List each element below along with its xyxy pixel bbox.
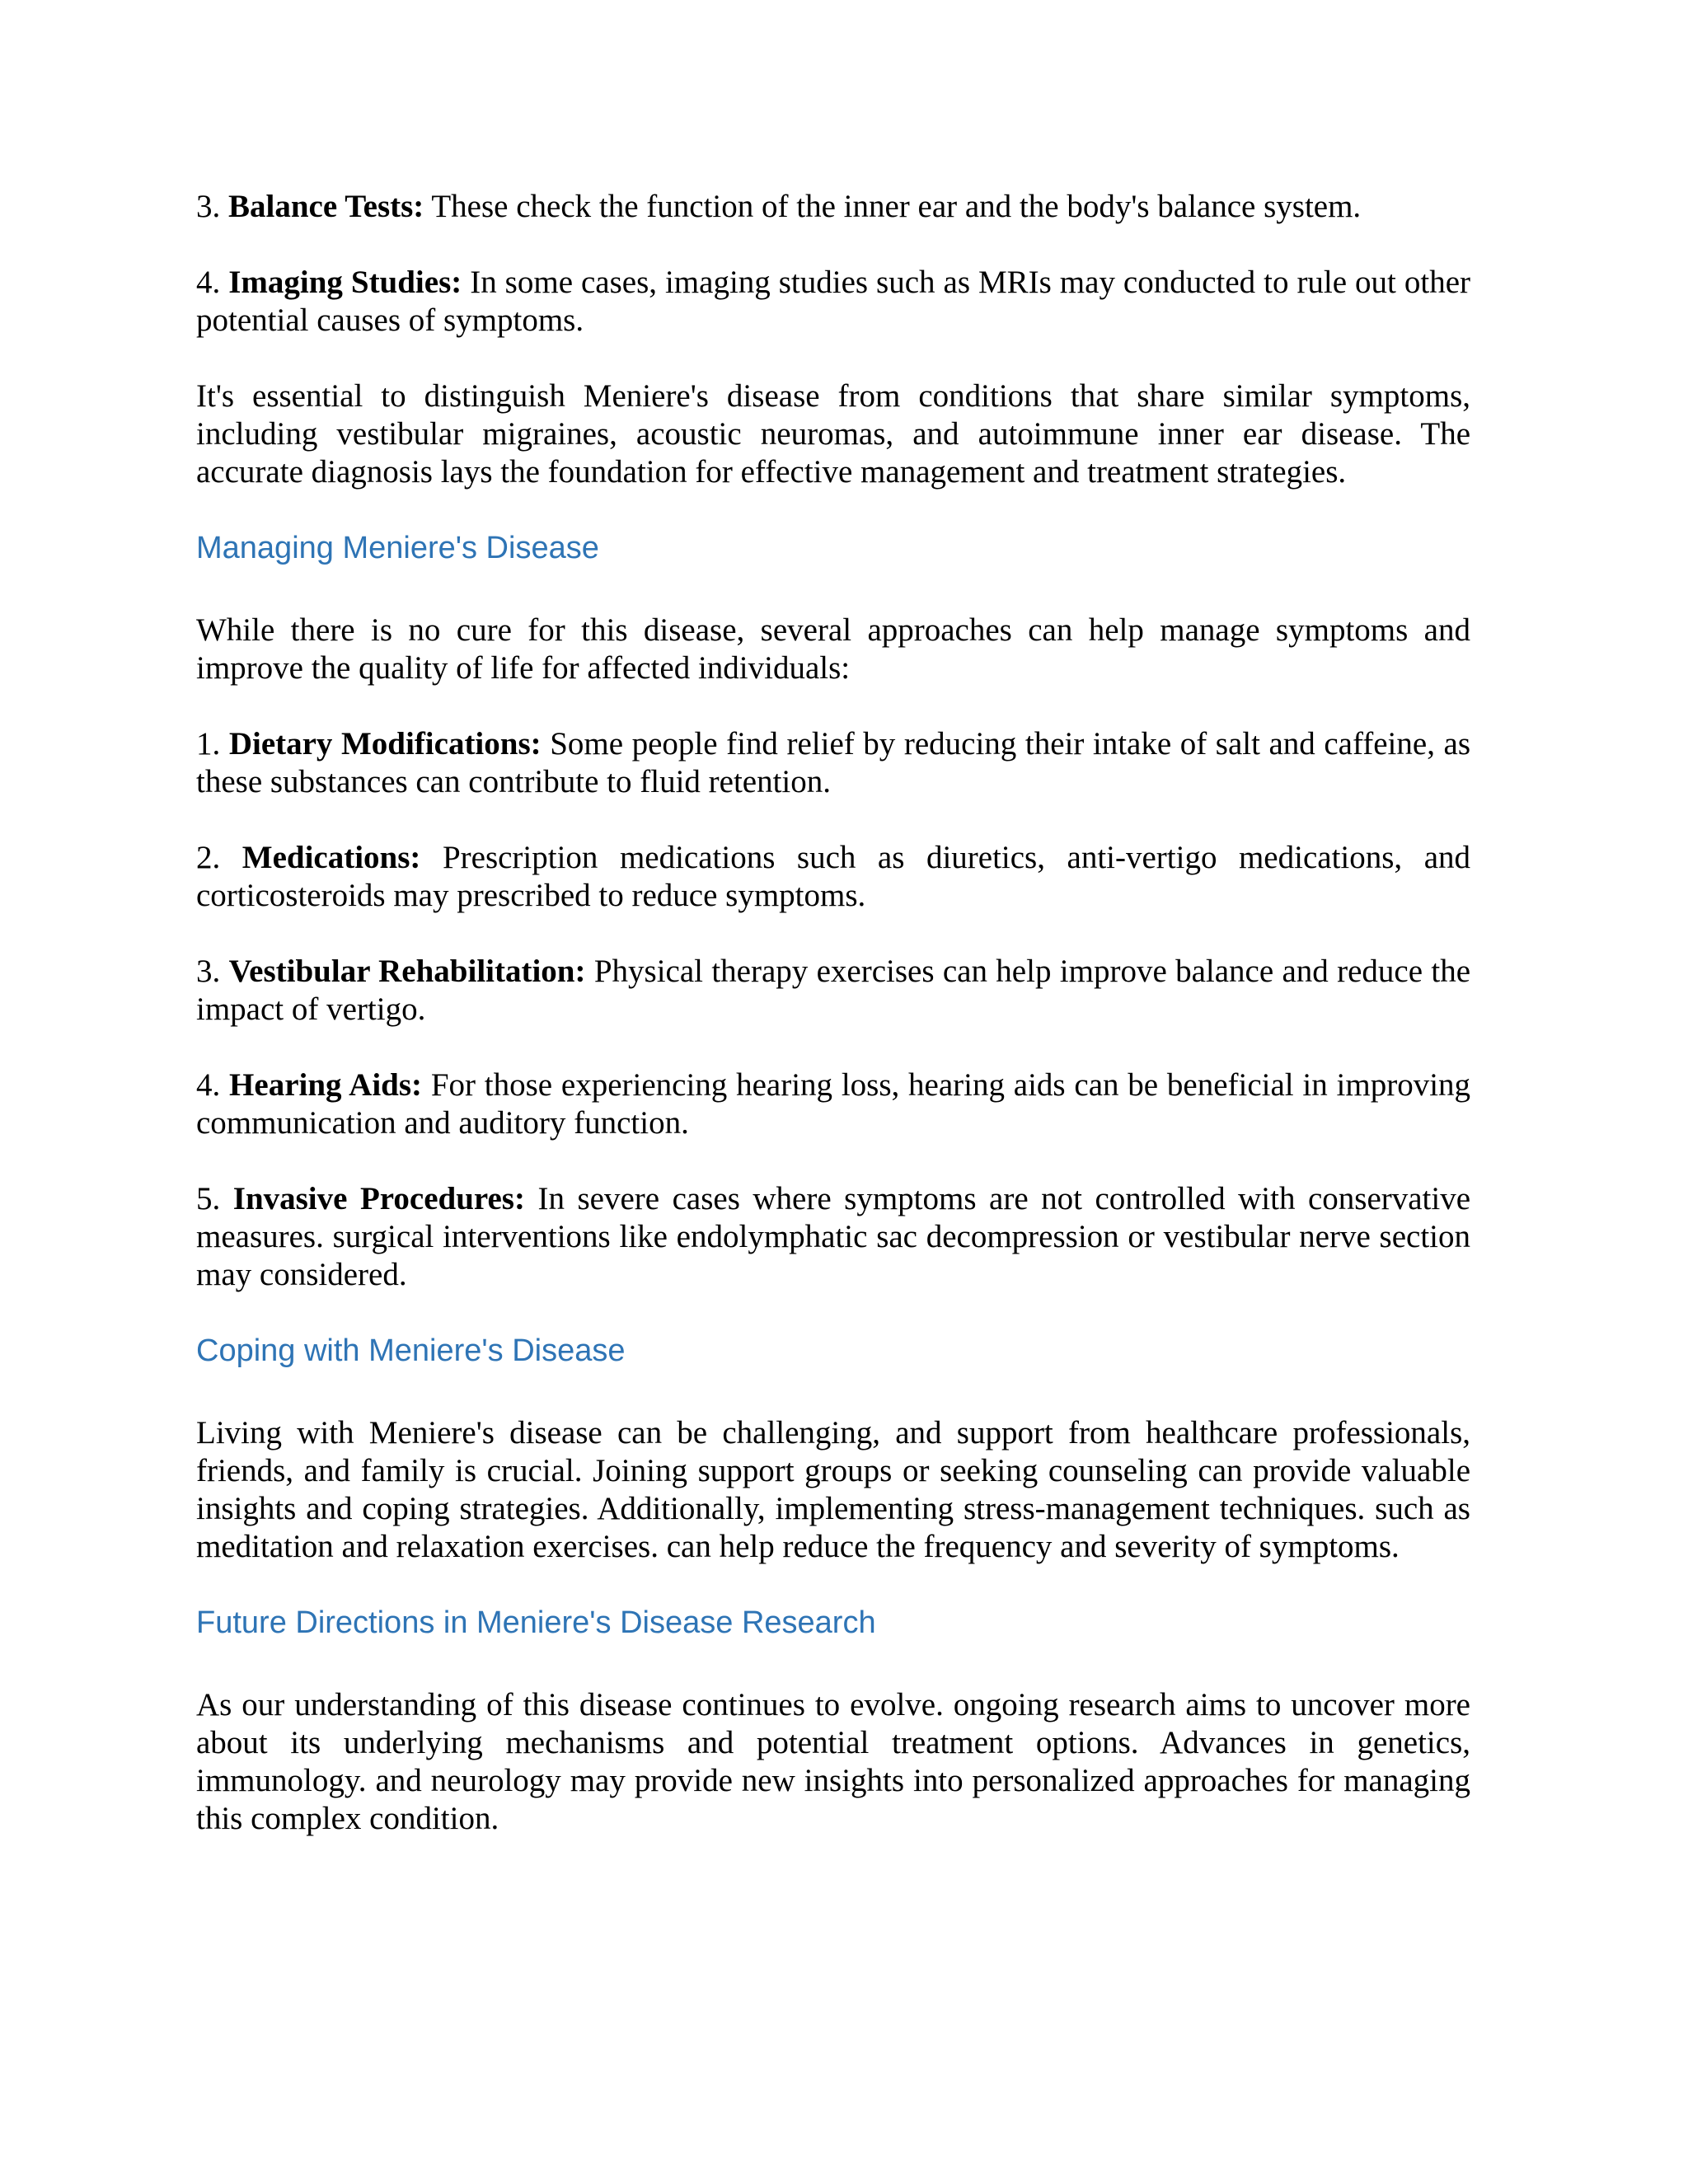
managing-intro: While there is no cure for this disease, several approaches can help manage symptoms and improve the quality of life for affected individuals:: [196, 612, 1470, 686]
list-item-vestibular-rehabilitation: [196, 953, 1470, 1029]
list-number: 5.: [196, 1181, 221, 1216]
list-text: For those experiencing hearing loss, hearing aids can be beneficial in improving communication and auditory function.: [196, 1067, 1471, 1141]
list-term: Dietary Modifications:: [228, 726, 542, 762]
list-item-invasive-procedures: [196, 1180, 1470, 1294]
list-term: Balance Tests:: [228, 189, 424, 224]
coping-paragraph: Living with Meniere's disease can be challenging, and support from healthcare professionals, friends, and family is crucial. Joining support groups or seeking counseling can provide valuable insights and coping strategies. Additionally, implementing stress-management techniques. such as meditation and relaxation exercises. can help reduce the frequency and severity of symptoms.: [196, 1415, 1470, 1564]
list-text: Prescription medications such as diuretics, anti-vertigo medications, and corticosteroids may prescribed to reduce symptoms.: [196, 840, 1471, 913]
list-text: Some people find relief by reducing their intake of salt and caffeine, as these substances can contribute to fluid retention.: [196, 726, 1470, 799]
list-number: 4.: [196, 265, 221, 300]
document-page: [196, 188, 1470, 1876]
list-number: 1.: [196, 726, 221, 762]
diagnosis-paragraph: It's essential to distinguish Meniere's disease from conditions that share similar symptoms, including vestibular migraines, acoustic neuromas, and autoimmune inner ear disease. The accurate diagnosis lays the foundation for effective management and treatment strategies.: [196, 378, 1470, 490]
list-term: Medications:: [241, 840, 421, 875]
section-heading-coping: Coping with Meniere's Disease: [196, 1333, 626, 1368]
list-number: 3.: [196, 954, 221, 989]
list-item-hearing-aids: [196, 1066, 1470, 1142]
list-item-balance-tests: [196, 188, 1470, 226]
future-paragraph: As our understanding of this disease continues to evolve. ongoing research aims to uncover more about its underlying mechanisms and potential treatment options. Advances in genetics, immunology. and neurology may provide new insights into personalized approaches for managing this complex condition.: [196, 1687, 1470, 1836]
list-number: 4.: [196, 1067, 221, 1103]
list-text: In severe cases where symptoms are not controlled with conservative measures. surgical interventions like endolymphatic sac decompression or vestibular nerve section may considered.: [196, 1181, 1471, 1292]
list-item-medications: [196, 839, 1470, 915]
section-heading-managing: Managing Meniere's Disease: [196, 531, 599, 565]
list-number: 3.: [196, 189, 221, 224]
list-item-dietary-modifications: [196, 725, 1470, 801]
list-term: Vestibular Rehabilitation:: [228, 954, 586, 989]
list-term: Imaging Studies:: [228, 265, 462, 300]
list-number: 2.: [196, 840, 221, 875]
section-heading-future: Future Directions in Meniere's Disease Research: [196, 1605, 876, 1640]
list-text: In some cases, imaging studies such as MRIs may conducted to rule out other potential causes of symptoms.: [196, 265, 1470, 338]
list-text: These check the function of the inner ear and the body's balance system.: [431, 189, 1362, 224]
list-term: Hearing Aids:: [229, 1067, 423, 1103]
list-item-imaging-studies: [196, 264, 1470, 340]
list-term: Invasive Procedures:: [232, 1181, 525, 1216]
list-text: Physical therapy exercises can help improve balance and reduce the impact of vertigo.: [196, 954, 1471, 1027]
